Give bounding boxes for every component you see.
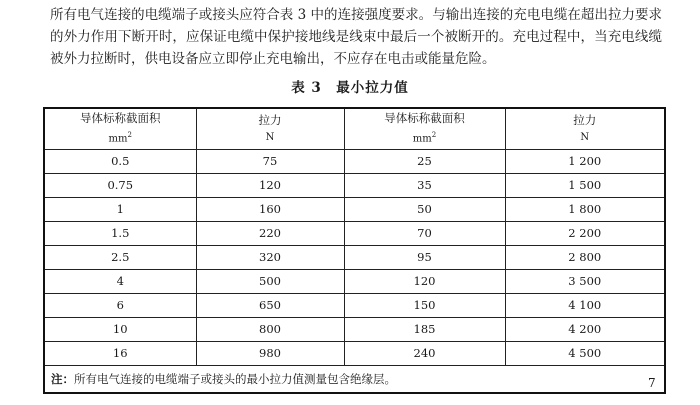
table-cell: 185	[344, 318, 505, 342]
table-cell: 1	[44, 198, 196, 222]
table-cell: 120	[344, 270, 505, 294]
table-cell: 70	[344, 222, 505, 246]
header-force-1	[196, 108, 344, 150]
table-cell: 4	[44, 270, 196, 294]
table-cell: 4 200	[505, 318, 665, 342]
table-cell: 2 200	[505, 222, 665, 246]
table-cell: 160	[196, 198, 344, 222]
table-cell: 4 500	[505, 342, 665, 366]
header-area-label: 导体标称截面积	[80, 111, 161, 126]
header-area-unit: $mm^2$	[108, 131, 132, 145]
table-cell: 150	[344, 294, 505, 318]
min-tension-table	[43, 107, 666, 394]
table-cell: 1.5	[44, 222, 196, 246]
table-cell: 500	[196, 270, 344, 294]
table-header-row	[44, 108, 665, 150]
table-cell: 75	[196, 150, 344, 174]
table-row	[44, 318, 665, 342]
table-cell: 10	[44, 318, 196, 342]
table-cell: 1 500	[505, 174, 665, 198]
table-cell: 220	[196, 222, 344, 246]
table-cell: 35	[344, 174, 505, 198]
table-cell: 0.5	[44, 150, 196, 174]
header-area-2	[344, 108, 505, 150]
table-cell: 1 200	[505, 150, 665, 174]
table-cell: 6	[44, 294, 196, 318]
note-text: 所有电气连接的电缆端子或接头的最小拉力值测量包含绝缘层。	[74, 372, 396, 386]
table-caption: 表 3 最小拉力值	[291, 80, 409, 96]
table-row	[44, 174, 665, 198]
table-row	[44, 270, 665, 294]
table-cell: 650	[196, 294, 344, 318]
table-cell: 2.5	[44, 246, 196, 270]
body-paragraph: 所有电气连接的电缆端子或接头应符合表 3 中的连接强度要求。与输出连接的充电电缆在超出拉力要求的外力作用下断开时，应保证电缆中保护接地线是线束中最后一个被断开的。充电过程中，当充电线缆被外力拉断时，供电设备应立即停止充电输出，不应存在电击或能量危险。	[50, 7, 662, 67]
table-row	[44, 294, 665, 318]
table-note-row	[44, 366, 665, 394]
table-cell: 980	[196, 342, 344, 366]
page-number: 7	[648, 376, 656, 390]
header-force-label: 拉力	[258, 113, 282, 127]
table-note	[44, 366, 665, 394]
table-cell: 2 800	[505, 246, 665, 270]
header-force-label: 拉力	[573, 113, 597, 127]
table-cell: 1 800	[505, 198, 665, 222]
table-row	[44, 222, 665, 246]
table-row	[44, 342, 665, 366]
table-cell: 3 500	[505, 270, 665, 294]
table-cell: 320	[196, 246, 344, 270]
table-cell: 800	[196, 318, 344, 342]
table-row	[44, 246, 665, 270]
table-cell: 0.75	[44, 174, 196, 198]
note-label: 注：	[51, 372, 74, 386]
header-area-unit: $mm^2$	[412, 131, 437, 145]
table-cell: 120	[196, 174, 344, 198]
table-cell: 50	[344, 198, 505, 222]
table-row	[44, 150, 665, 174]
table-cell: 240	[344, 342, 505, 366]
header-force-unit: N	[580, 132, 590, 143]
header-area-1	[44, 108, 196, 150]
table-cell: 4 100	[505, 294, 665, 318]
table-cell: 16	[44, 342, 196, 366]
header-force-2	[505, 108, 665, 150]
table-row	[44, 198, 665, 222]
table-cell: 25	[344, 150, 505, 174]
header-force-unit: N	[265, 132, 275, 143]
header-area-label: 导体标称截面积	[384, 111, 465, 126]
table-cell: 95	[344, 246, 505, 270]
